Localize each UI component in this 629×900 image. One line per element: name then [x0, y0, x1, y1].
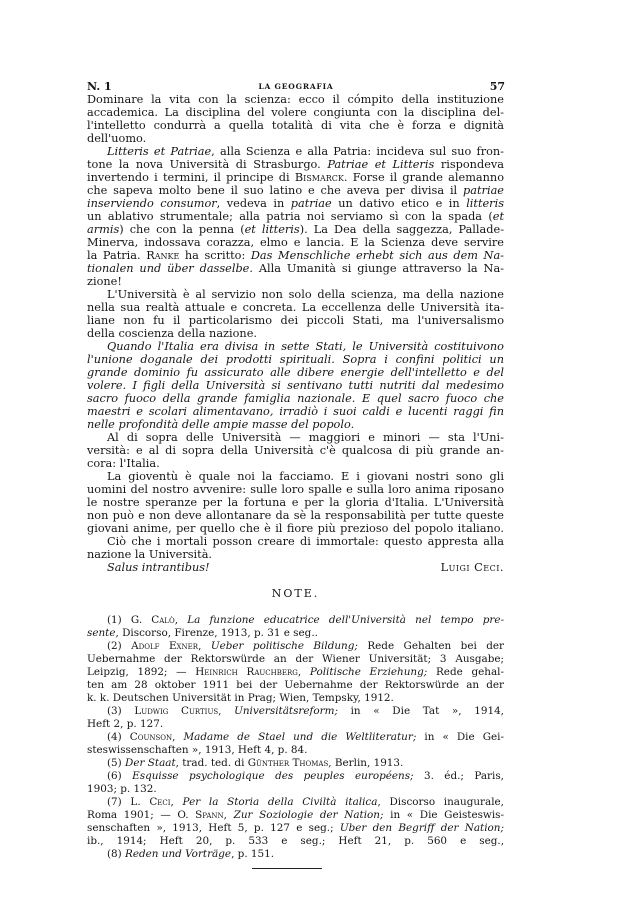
note-line: (2) Adolf Exner, Ueber politische Bildung; Rede Gehalten bei der — [107, 640, 504, 652]
body-line: cora: l'Italia. — [87, 457, 160, 470]
body-line: zione! — [87, 275, 122, 288]
body-line: grande dominio fu assicurato alle dibere energie dell'intelletto e del — [87, 366, 504, 379]
body-line: Litteris et Patriae, alla Scienza e alla Patria: incideva sul suo fron- — [107, 145, 504, 158]
note-line: Roma 1901; — O. Spann, Zur Soziologie der Nation; in « Die Geisteswis- — [87, 809, 504, 821]
note-line: (7) L. Ceci, Per la Storia della Civiltà italica, Discorso inaugurale, — [107, 796, 504, 808]
body-line: Quando l'Italia era divisa in sette Stati, le Università costituivono — [107, 340, 504, 353]
body-line: invertendo i termini, il principe di Bismarck. Forse il grande alemanno — [87, 171, 504, 184]
body-line: nelle profondità delle ampie masse del popolo. — [87, 418, 355, 431]
note-line: ten am 28 oktober 1911 bei der Uebernahme der Rektorswürde an der — [87, 679, 504, 691]
note-line: (8) Reden und Vorträge, p. 151. — [107, 848, 275, 860]
body-line: giovani anime, per quello che è il fiore più prezioso del popolo italiano. — [87, 522, 504, 535]
journal-title: LA GEOGRAFIA — [258, 82, 334, 91]
body-line: l'intelletto condurrà a quella totalità di vita che è forza e dignità — [87, 119, 504, 132]
body-line: un ablativo strumentale; alla patria noi serviamo sì con la spada (et — [87, 210, 504, 223]
body-line: l'unione doganale dei prodotti spirituali. Sopra i confini politici un — [87, 353, 504, 366]
body-line: versità: e al di sopra della Università c'è qualcosa di più grande an- — [87, 444, 504, 457]
body-line: accademica. La disciplina del volere congiunta con la disciplina del- — [87, 106, 504, 119]
body-line: La gioventù è quale noi la facciamo. E i giovani nostri sono gli — [107, 470, 504, 483]
body-line: volere. I figli della Università si sentivano tutti nutriti dal medesimo — [87, 379, 504, 392]
body-line: Minerva, indossava corazza, elmo e lancia. E la Scienza deve servire — [87, 236, 504, 249]
end-rule — [252, 868, 322, 869]
closing-line — [107, 561, 504, 574]
body-line: la Patria. Ranke ha scritto: Das Menschliche erhebt sich aus dem Na- — [87, 249, 504, 262]
note-line: Uebernahme der Rektorswürde an der Wiener Universität; 3 Ausgabe; — [87, 653, 504, 665]
note-line: ib., 1914; Heft 20, p. 533 e seg.; Heft 21, p. 560 e seg., — [87, 835, 504, 847]
note-line: 1903; p. 132. — [87, 783, 157, 795]
body-line: L'Università è al servizio non solo della scienza, ma della nazione — [107, 288, 504, 301]
body-line: nazione la Università. — [87, 548, 213, 561]
note-line: senschaften », 1913, Heft 5, p. 127 e seg.; Uber den Begriff der Nation; — [87, 822, 504, 834]
body-line: nella sua realtà attuale e concreta. La eccellenza delle Università ita- — [87, 301, 504, 314]
note-line: (6) Esquisse psychologique des peuples européens; 3. éd.; Paris, — [107, 770, 504, 782]
body-line: sacro fuoco della grande famiglia nazionale. E quel sacro fuoco che — [87, 392, 504, 405]
running-header — [87, 80, 505, 94]
body-line: tionalen und über dasselbe. Alla Umanità si giunge attraverso la Na- — [87, 262, 504, 275]
body-line: Dominare la vita con la scienza: ecco il cómpito della instituzione — [87, 93, 504, 106]
note-line: k. k. Deutschen Universität in Prag; Wien, Tempsky, 1912. — [87, 692, 394, 704]
note-line: (5) Der Staat, trad. ted. di Günther Thomas, Berlin, 1913. — [107, 757, 404, 769]
note-line: Heft 2, p. 127. — [87, 718, 164, 730]
body-line: armis) che con la penna (et litteris). La Dea della saggezza, Pallade- — [87, 223, 505, 236]
body-line: Al di sopra delle Università — maggiori e minori — sta l'Uni- — [107, 431, 504, 444]
body-line: inserviendo consumor, vedeva in patriae un dativo etico e in litteris — [87, 197, 504, 210]
salutation: Salus intrantibus! — [107, 561, 210, 574]
author-signature: Luigi Ceci. — [440, 561, 504, 574]
body-line: non può e non deve allontanare da sè la responsabilità per tutte queste — [87, 509, 504, 522]
body-line: maestri e scolari alimentavano, irradiò i suoi caldi e lucenti raggi fin — [87, 405, 504, 418]
body-line: liane non fu il particolarismo dei piccoli Stati, ma l'universalismo — [87, 314, 504, 327]
body-line: uomini del nostro avvenire: sulle loro spalle e sulla loro anima riposano — [87, 483, 504, 496]
issue-number: N. 1 — [87, 80, 112, 93]
body-line: dell'uomo. — [87, 132, 147, 145]
body-line: tone la nova Università di Strasburgo. Patriae et Litteris rispondeva — [87, 158, 504, 171]
note-line: Leipzig, 1892; — Heinrich Rauchberg, Politische Erziehung; Rede gehal- — [87, 666, 504, 678]
body-line: che sapeva molto bene il suo latino e che aveva per divisa il patriae — [87, 184, 504, 197]
notes-heading: NOTE. — [271, 587, 320, 600]
page-number: 57 — [489, 80, 505, 93]
note-line: sente, Discorso, Firenze, 1913, p. 31 e seg.. — [87, 627, 318, 639]
note-line: (4) Counson, Madame de Stael und die Weltliteratur; in « Die Gei- — [107, 731, 504, 743]
body-line: Ciò che i mortali posson creare di immortale: questo appresta alla — [107, 535, 504, 548]
body-line: le nostre speranze per la fortuna e per la gloria d'Italia. L'Università — [87, 496, 504, 509]
note-line: (3) Ludwig Curtius, Universitätsreform; in « Die Tat », 1914, — [107, 705, 504, 717]
note-line: (1) G. Calò, La funzione educatrice dell'Università nel tempo pre- — [107, 614, 504, 626]
body-line: della coscienza della nazione. — [87, 327, 257, 340]
note-line: steswissenschaften », 1913, Heft 4, p. 84. — [87, 744, 308, 756]
